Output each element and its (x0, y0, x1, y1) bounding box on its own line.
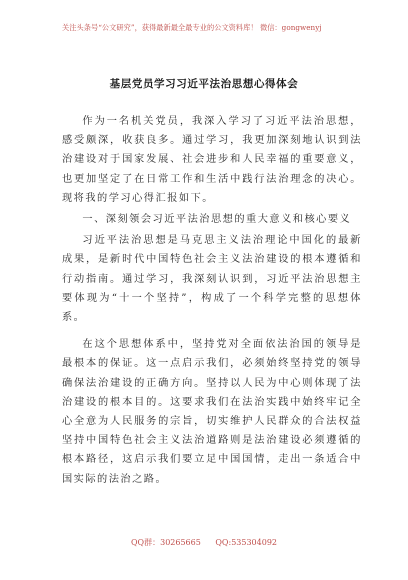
document-title: 基层党员学习习近平法治思想心得体会 (109, 78, 299, 90)
paragraph-system: 在这个思想体系中，坚持党对全面依法治国的领导是最根本的保证。这一点启示我们，必须始终坚持党的领导确保法治建设的正确方向。坚持以人民为中心则体现了法治建设的根本目的。这要求我们在法治实践中始终牢记全心全意为人民服务的宗旨，切实维护人民群众的合法权益坚持中国特色社会主义法治道路则是法治建设必须遵循的根本路径，这启示我们要立足中国国情，走出一条适合中国实际的法治之路。 (62, 339, 362, 485)
top-banner: 关注头条号“公文研究”，获得最新最全最专业的公文资料库！ 微信：gongwenyj (62, 23, 322, 32)
paragraph-intro: 作为一名机关党员，我深入学习了习近平法治思想，感受颇深，收获良多。通过学习，我更加深刻地认识到法治建设对于国家发展、社会进步和人民幸福的重要意义，也更加坚定了在日常工作和生活中践行法治理念的决心。现将我的学习心得汇报如下。 (62, 116, 362, 204)
footer-qq-group: QQ群：30265665 (130, 538, 201, 547)
footer-contact (0, 537, 408, 548)
paragraph-core-essence: 习近平法治思想是马克思主义法治理论中国化的最新成果，是新时代中国特色社会主义法治建设的根本遵循和行动指南。通过学习，我深刻认识到，习近平法治思想主要体现为“十一个坚持”，构成了一个科学完整的思想体系。 (62, 235, 362, 324)
footer-qq: QQ:535304092 (215, 538, 277, 547)
section-heading: 一、深刻领会习近平法治思想的重大意义和核心要义 (82, 214, 352, 226)
document-body (62, 112, 362, 497)
